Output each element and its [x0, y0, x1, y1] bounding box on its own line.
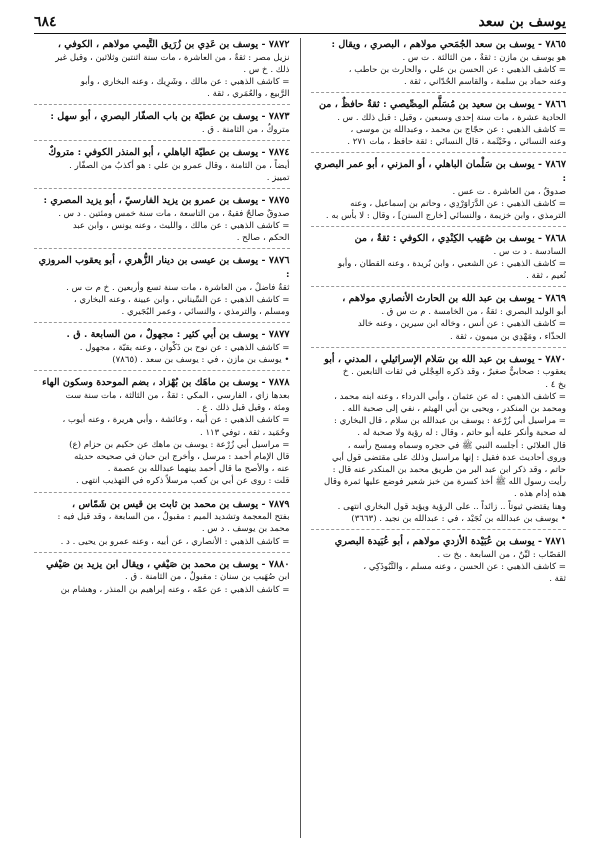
column-divider: [300, 38, 301, 838]
biography-entry: [311, 232, 567, 287]
biography-entry: [34, 38, 290, 105]
biography-entry: [311, 292, 567, 347]
biography-entry: [34, 254, 290, 323]
entry-line: = كاشف الذهبي : عن الحسن ، وعنه مسلم ، والتَّبُوذَكِي ،: [363, 561, 566, 572]
entry-line: أبو الوليد البصري : ثقةٌ ، من الخامسة . م ت س ق .: [381, 307, 566, 318]
biography-entry: [311, 535, 567, 589]
entry-line: صدوقٌ ، من العاشرة . ت عس .: [452, 186, 566, 197]
entry-line: = كاشف الذهبي : عن أبيه ، وعائشة ، وأبي هريرة ، وعنه أيوب ،: [62, 415, 290, 426]
entry-heading: ٧٨٦٥ - يوسف بن سعد الجُمَحي مولاهم ، البصري ، ويقال :: [331, 39, 566, 50]
entry-line: تمييز .: [266, 173, 290, 184]
entry-line: نُعيم ، ثقة .: [526, 271, 566, 282]
entry-line: • يوسف بن مازن ، في : يوسف بن سعد . (٧٨٦٥): [112, 355, 290, 366]
biography-entry: [311, 158, 567, 227]
entry-line: ابن صُهَيب بن سنان : مقبولٌ ، من الثامنة . ق .: [124, 572, 290, 583]
entry-heading: ٧٨٧٦ - يوسف بن عيسى بن دينار الزُّهري ، أبو يعقوب المروزي :: [38, 255, 290, 281]
entry-note: = كاشف الذهبي : له عن عثمان ، وأبي الدرداء ، وعنه ابنه محمد ،: [334, 391, 566, 402]
entry-heading: ٧٨٦٩ - يوسف بن عبد الله بن الحارث الأنصاري مولاهم ،: [342, 293, 566, 305]
entry-note: وهنا يقتضي ثبوتاً .. زائداً .. على الرؤية ويؤيد قول البخاري انتهى .: [337, 501, 566, 512]
biography-entry: [311, 38, 567, 93]
entry-note: وروى أحاديث عدة فقيل : إنها مراسيل وذلك على مقتضى قول أبي: [331, 452, 566, 463]
entry-line: صدوقٌ صالحٌ فقيهٌ ، من التاسعة ، مات سنة خمس ومئتين . د س .: [58, 208, 290, 219]
entry-line: الترمذي ، وابن خزيمة ، والنسائي [خارج السنن] ، وقال : لا بأس به .: [325, 211, 566, 222]
entry-line: = كاشف الذهبي : عن نوح بن ذَكْوان ، وعنه بقيّة ، مجهول .: [79, 342, 290, 353]
biography-entry: [34, 194, 290, 249]
running-head: يوسف بن سعد: [478, 14, 566, 30]
entry-note: حاتم ، وقد ذكر ابن عبد البر من طريق محمد بن المنكدر عنه قال :: [332, 464, 566, 475]
entry-note: له صحبة وأنكر عليه أبو حاتم ، وقال : له رؤية ولا صحبة له .: [357, 428, 566, 439]
entry-heading: ٧٨٧٨ - يوسف بن ماهَك بن بُهْزاد ، بضم الموحدة وسكون الهاء: [42, 377, 290, 389]
entry-line: قلت : روى عن أبي بن كعب مرسلاً ذكره في التهذيب انتهى .: [75, 476, 290, 487]
entry-line: عنه ، والأصح ما قال أحمد بينهما عبدالله بن عصمة .: [107, 464, 290, 475]
entry-heading: ٧٨٧١ - يوسف بن عُبَيْدة الأزدي مولاهم ، أبو عُبَيدة البصري: [334, 535, 566, 547]
entry-line: متروكٌ ، من الثامنة . ق .: [201, 125, 290, 136]
entry-line: = كاشف الذهبي : عن الدَّرَاوَرْدِي ، وحاتم بن إسماعيل ، وعنه: [350, 198, 566, 209]
entry-line: يعقوب : صحابيٌّ صغيرٌ ، وقد ذكره العِجْلي في ثقات التابعين . خ: [342, 367, 566, 378]
biography-entry: [311, 353, 567, 530]
page-number: ٦٨٤: [34, 14, 57, 30]
entry-line: هو يوسف بن مازن : ثقةٌ ، من الثالثة . ت س .: [402, 52, 566, 63]
biography-entry: [34, 498, 290, 553]
entry-note: • يوسف بن عبدالله بن نُجَيْد ، في : عبدالله بن نجيد . (٣٦٦٣): [351, 513, 566, 524]
entry-heading: ٧٨٧٢ - يوسف بن عَدِي بن زُرَيق التَّيمي مولاهم ، الكوفي ،: [57, 39, 290, 50]
entry-line: = كاشف الذهبي : عن مالك ، والليث ، وعنه يونس ، وابن عبد: [72, 221, 290, 232]
entry-heading: ٧٨٦٨ - يوسف بن صُهَيب الكِنْدِي ، الكوفي : ثقةٌ ، من: [354, 233, 566, 245]
biography-entry: [34, 110, 290, 141]
entry-line: = كاشف الذهبي : عن الحسن بن علي ، والحارث بن حاطب ،: [348, 64, 566, 75]
entry-note: هذه إدام هذه .: [514, 489, 566, 500]
entry-line: الرَّبيع ، والعُمَري ، ثقة .: [207, 89, 290, 100]
entry-line: بخ ٤ .: [545, 379, 566, 390]
text-columns: [34, 38, 566, 838]
right-column: [311, 38, 567, 838]
entry-line: = كاشف الذهبي : عن مالك ، وشَرِيك ، وعنه البخاري ، وأبو: [80, 77, 290, 88]
entry-line: القصّاب : ليِّنٌ ، من السابعة . بخ ت .: [437, 549, 566, 560]
left-column: [34, 38, 290, 838]
biography-entry: [34, 146, 290, 189]
entry-heading: ٧٨٧٧ - يوسف بن أبي كثير : مجهولٌ ، من السابعة . ق .: [66, 329, 290, 341]
entry-heading: ٧٨٧٣ - يوسف بن عطيّة بن باب الصفّار البصري ، أبو سهل :: [50, 111, 290, 123]
entry-line: = كاشف الذهبي : عن السِّيناني ، وابن عيينة ، وعنه البخاري ،: [73, 294, 290, 305]
entry-line: = مراسيل أبي زُرْعة : يوسف بن ماهك عن حكيم بن حزام (ع): [69, 439, 290, 450]
entry-line: قال الإمام أحمد : مرسل ، وأخرج ابن حبان في صحيحه حديثه: [74, 451, 290, 462]
entry-line: = كاشف الذهبي : عن أنس ، وخاله ابن سيرين ، وعنه خالد: [357, 319, 566, 330]
entry-line: بفتح المعجمة وتشديد الميم : مقبولٌ ، من السابعة ، وقد قيل فيه :: [57, 512, 290, 523]
entry-heading: ٧٨٧٩ - يوسف بن محمد بن ثابت بن قيس بن شَمّاس ،: [72, 498, 290, 510]
entry-line: وعنه حماد بن سلمة ، والقاسم الحُدّاني ، ثقة .: [403, 77, 566, 88]
entry-note: رأيت رسول الله ﷺ أخذ كسرة من خبز شعير فوضع عليها ثمرة وقال: [324, 477, 566, 488]
entry-line: الحادية عشرة ، مات سنة إحدى وسبعين ، وقيل : قبل ذلك . س .: [337, 112, 566, 123]
entry-line: = كاشف الذهبي : الأنصاري ، عن أبيه ، وعنه عمرو بن يحيى . د .: [60, 536, 290, 547]
entry-line: = كاشف الذهبي : عن عمّه ، وعنه إبراهيم بن المنذر ، وهشام بن: [60, 584, 290, 595]
biography-entry: [311, 98, 567, 153]
entry-line: بعدها زاي ، الفارسي ، المكي : ثقةٌ ، من الثالثة ، مات سنة ست: [65, 390, 290, 401]
page-header: [34, 14, 566, 34]
entry-line: وعنه النسائي ، وخَيْثَمة ، قال النسائي : ثقة حافظ ، مات ٢٧١ .: [347, 137, 566, 148]
entry-line: محمد بن يوسف . د س .: [201, 524, 290, 535]
entry-line: السادسة . د ت س .: [493, 246, 566, 257]
entry-line: ومئة ، وقيل قبل ذلك . ع .: [196, 403, 290, 414]
entry-heading: ٧٨٦٦ - يوسف بن سعيد بن مُسَلَّم المِصِّيصي : ثقةٌ حافظٌ ، من: [318, 99, 566, 111]
entry-heading: ٧٨٧٤ - يوسف بن عطيّة الباهلي ، أبو المنذر الكوفي : متروكٌ: [48, 147, 290, 159]
entry-line: = كاشف الذهبي : عن حجّاج بن محمد ، وعبدالله بن موسى ،: [350, 125, 566, 136]
biography-entry: [34, 558, 290, 600]
entry-line: ومسلم ، والترمذي ، والنسائي ، وعمر البُجَيري .: [121, 307, 290, 318]
entry-line: نزيل مصر : ثقةٌ ، من العاشرة ، مات سنة اثنتين وثلاثين ، وقيل غير: [55, 52, 290, 63]
entry-line: ذلك . خ س .: [243, 64, 290, 75]
entry-heading: ٧٨٦٧ - يوسف بن سَلْمان الباهلي ، أو المزني ، أبو عمر البصري :: [314, 159, 566, 185]
entry-heading: ٧٨٧٠ - يوسف بن عبد الله بن سَلام الإسرائيلي ، المدني ، أبو: [324, 353, 566, 365]
entry-line: ثقة .: [549, 573, 566, 584]
entry-note: قال العلائي : أجلسه النبي ﷺ في حجره وسماه ومسح رأسه ،: [347, 440, 566, 451]
biography-entry: [34, 328, 290, 371]
entry-line: الحذّاء ، ومَهْدِي بن ميمون ، ثقة .: [449, 331, 566, 342]
biography-entry: [34, 376, 290, 492]
entry-line: = كاشف الذهبي : عن الشعبي ، وابن بُريدة ، وعنه القطان ، وأبو: [338, 259, 566, 270]
entry-heading: ٧٨٧٥ - يوسف بن عمرو بن يزيد الفارسيّ ، أبو يزيد المصري :: [43, 195, 290, 207]
entry-line: ثقةٌ فاضلٌ ، من العاشرة ، مات سنة تسع وأربعين . خ م ت س .: [66, 282, 290, 293]
entry-heading: ٧٨٨٠ - يوسف بن محمد بن صَيْفي ، ويقال ابن يزيد بن صَيْفي: [46, 558, 290, 570]
entry-note: = مراسيل أبي زُرْعة : يوسف بن عبدالله بن سلام ، قال البخاري :: [333, 416, 566, 427]
entry-line: أيضاً ، من الثامنة ، وقال عمرو بن علي : هو أكذبُ من الصفّار .: [69, 160, 290, 171]
entry-note: ومحمد بن المنكدر ، ويحيى بن أبي الهيثم ، نفي إلى صحبة الله .: [342, 403, 566, 414]
entry-line: وحُمَيد ، ثقة ، توفي ١١٣ .: [199, 427, 290, 438]
entry-line: الحكم ، صالح .: [236, 233, 290, 244]
